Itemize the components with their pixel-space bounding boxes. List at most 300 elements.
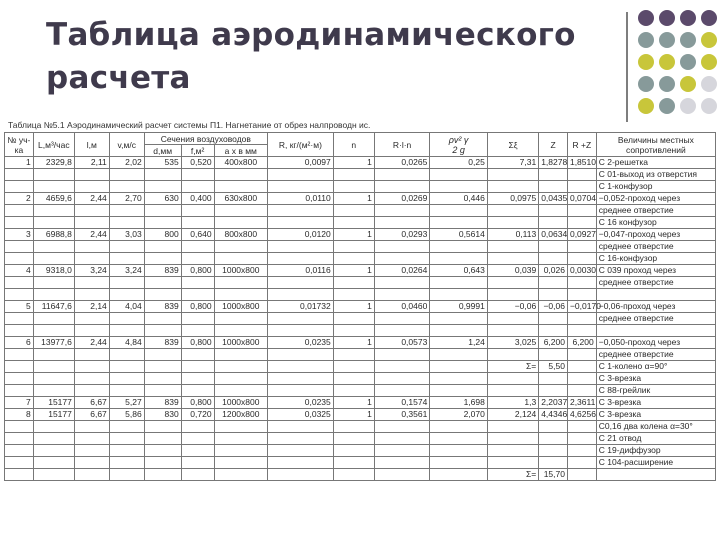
table-cell: [5, 385, 34, 397]
table-cell: [268, 361, 334, 373]
table-cell: [333, 445, 374, 457]
table-cell: [567, 421, 596, 433]
decorative-dot: [701, 54, 717, 70]
decorative-dot: [680, 54, 696, 70]
header-z: Z: [539, 133, 568, 157]
table-cell: [374, 349, 429, 361]
table-cell: 4,84: [109, 337, 144, 349]
table-cell: [144, 457, 181, 469]
table-cell: 8: [5, 409, 34, 421]
header-airflow: L,м³/час: [33, 133, 74, 157]
table-cell: [74, 373, 109, 385]
decorative-dot: [680, 10, 696, 26]
table-cell: [374, 217, 429, 229]
table-cell: [74, 421, 109, 433]
table-cell: 0,0293: [374, 229, 429, 241]
table-row: [5, 469, 716, 481]
decorative-dot: [701, 10, 717, 26]
table-cell: 3,025: [487, 337, 538, 349]
table-cell: 6,67: [74, 409, 109, 421]
table-row: [5, 337, 716, 349]
table-cell: [430, 469, 488, 481]
table-row: [5, 217, 716, 229]
table-cell: [214, 205, 267, 217]
table-cell: 2,44: [74, 337, 109, 349]
table-cell: [374, 289, 429, 301]
table-cell: [5, 289, 34, 301]
table-cell: [109, 433, 144, 445]
table-cell: [214, 277, 267, 289]
table-cell: [567, 361, 596, 373]
table-cell: 1,698: [430, 397, 488, 409]
table-cell: [5, 313, 34, 325]
table-cell: [214, 253, 267, 265]
table-cell: 830: [144, 409, 181, 421]
table-cell: [430, 373, 488, 385]
table-cell: [333, 373, 374, 385]
table-cell: 0,0110: [268, 193, 334, 205]
table-cell: [74, 349, 109, 361]
resistance-note-cell: С 104-расширение: [596, 457, 715, 469]
table-row: [5, 241, 716, 253]
table-cell: 6988,8: [33, 229, 74, 241]
table-cell: 1: [333, 397, 374, 409]
table-cell: [539, 373, 568, 385]
table-cell: 13977,6: [33, 337, 74, 349]
table-cell: 1,8510: [567, 157, 596, 169]
table-cell: [268, 469, 334, 481]
resistance-note-cell: С 2-решетка: [596, 157, 715, 169]
slide-title: [46, 14, 606, 100]
table-cell: [333, 433, 374, 445]
table-cell: 839: [144, 397, 181, 409]
table-cell: [144, 217, 181, 229]
table-cell: 839: [144, 265, 181, 277]
table-cell: [333, 289, 374, 301]
table-cell: [33, 349, 74, 361]
table-cell: [487, 289, 538, 301]
table-cell: [374, 469, 429, 481]
table-cell: 4,4346: [539, 409, 568, 421]
table-cell: [74, 289, 109, 301]
table-cell: [487, 181, 538, 193]
table-cell: [74, 325, 109, 337]
table-cell: [374, 205, 429, 217]
table-cell: 15,70: [539, 469, 568, 481]
table-cell: [430, 181, 488, 193]
table-cell: [181, 445, 214, 457]
table-cell: [539, 289, 568, 301]
table-cell: 1000x800: [214, 301, 267, 313]
table-cell: 839: [144, 337, 181, 349]
table-cell: 0,0975: [487, 193, 538, 205]
table-cell: 1000x800: [214, 265, 267, 277]
table-cell: 0,0704: [567, 193, 596, 205]
table-cell: 3,03: [109, 229, 144, 241]
header-local-resistances: Величины местных сопротивлений: [596, 133, 715, 157]
decorative-divider-line: [626, 12, 628, 122]
table-cell: [144, 277, 181, 289]
table-cell: 1,24: [430, 337, 488, 349]
decorative-dot: [701, 32, 717, 48]
table-cell: 1: [333, 409, 374, 421]
table-cell: 0,640: [181, 229, 214, 241]
table-cell: [567, 253, 596, 265]
resistance-note-cell: С 039 проход через: [596, 265, 715, 277]
decorative-dot: [659, 98, 675, 114]
table-cell: [333, 421, 374, 433]
table-cell: [5, 433, 34, 445]
table-cell: [74, 433, 109, 445]
table-cell: [214, 289, 267, 301]
table-cell: [144, 241, 181, 253]
table-row: [5, 253, 716, 265]
table-cell: 839: [144, 301, 181, 313]
table-cell: [268, 349, 334, 361]
table-cell: [74, 313, 109, 325]
table-cell: [109, 421, 144, 433]
table-cell: [539, 181, 568, 193]
resistance-note-cell: среднее отверстие: [596, 241, 715, 253]
table-cell: [430, 205, 488, 217]
table-row: [5, 325, 716, 337]
table-cell: [430, 421, 488, 433]
table-cell: [181, 373, 214, 385]
table-cell: [5, 241, 34, 253]
table-cell: −0,06: [539, 301, 568, 313]
table-cell: [214, 433, 267, 445]
table-cell: [5, 205, 34, 217]
table-cell: 0,0097: [268, 157, 334, 169]
table-cell: [374, 241, 429, 253]
table-cell: −0,0170: [567, 301, 596, 313]
table-row: [5, 433, 716, 445]
table-cell: [109, 181, 144, 193]
table-cell: 0,0235: [268, 397, 334, 409]
table-cell: [109, 169, 144, 181]
table-cell: [181, 433, 214, 445]
table-cell: [374, 169, 429, 181]
table-cell: [214, 421, 267, 433]
table-cell: 5,50: [539, 361, 568, 373]
table-cell: [181, 289, 214, 301]
table-cell: 0,113: [487, 229, 538, 241]
table-cell: Σ=: [487, 469, 538, 481]
table-cell: 535: [144, 157, 181, 169]
table-cell: [74, 181, 109, 193]
table-cell: [181, 325, 214, 337]
table-cell: [268, 313, 334, 325]
table-cell: [487, 349, 538, 361]
table-cell: [74, 241, 109, 253]
table-cell: 0,01732: [268, 301, 334, 313]
table-cell: 0,800: [181, 397, 214, 409]
table-cell: [214, 457, 267, 469]
table-cell: 9318,0: [33, 265, 74, 277]
resistance-note-cell: [596, 289, 715, 301]
table-cell: [567, 277, 596, 289]
table-cell: 800: [144, 229, 181, 241]
slide-title-line2: расчета: [46, 60, 191, 96]
table-cell: [539, 205, 568, 217]
table-cell: 3,24: [74, 265, 109, 277]
resistance-note-cell: −0,052-проход через: [596, 193, 715, 205]
table-cell: [5, 325, 34, 337]
resistance-note-cell: С 1-конфузор: [596, 181, 715, 193]
table-cell: [33, 445, 74, 457]
table-cell: [430, 349, 488, 361]
header-r-plus-z: R +Z: [567, 133, 596, 157]
table-cell: −0,06: [487, 301, 538, 313]
table-cell: [487, 373, 538, 385]
table-cell: 2,2037: [539, 397, 568, 409]
table-cell: [33, 361, 74, 373]
decorative-dot: [659, 54, 675, 70]
table-cell: 4659,6: [33, 193, 74, 205]
table-cell: Σ=: [487, 361, 538, 373]
table-cell: [74, 205, 109, 217]
table-cell: [33, 277, 74, 289]
table-cell: [333, 217, 374, 229]
table-cell: 0,800: [181, 301, 214, 313]
table-cell: [487, 217, 538, 229]
table-cell: 1: [333, 337, 374, 349]
table-cell: [181, 205, 214, 217]
table-row: [5, 289, 716, 301]
table-cell: 0,800: [181, 337, 214, 349]
table-cell: [214, 373, 267, 385]
table-cell: [181, 169, 214, 181]
table-cell: 0,800: [181, 265, 214, 277]
table-cell: [5, 349, 34, 361]
table-cell: [567, 433, 596, 445]
dynamic-pressure-numerator: ρv² γ: [448, 134, 469, 145]
table-cell: 0,039: [487, 265, 538, 277]
table-cell: 1,3: [487, 397, 538, 409]
table-cell: [374, 445, 429, 457]
decorative-dot: [659, 32, 675, 48]
table-caption: Таблица №5.1 Аэродинамический расчет системы П1. Нагнетание от обрез налпроводн ис.: [8, 120, 371, 130]
table-cell: [268, 457, 334, 469]
decorative-dot: [638, 32, 654, 48]
table-cell: [181, 457, 214, 469]
table-cell: 0,0120: [268, 229, 334, 241]
table-cell: [214, 313, 267, 325]
resistance-note-cell: среднее отверстие: [596, 205, 715, 217]
table-cell: [333, 361, 374, 373]
resistance-note-cell: среднее отверстие: [596, 277, 715, 289]
table-cell: [333, 169, 374, 181]
table-cell: [109, 205, 144, 217]
table-cell: [214, 169, 267, 181]
table-cell: [109, 385, 144, 397]
table-cell: [74, 469, 109, 481]
decorative-dot: [638, 98, 654, 114]
table-row: [5, 373, 716, 385]
table-cell: [214, 361, 267, 373]
table-cell: 4,6256: [567, 409, 596, 421]
table-cell: [109, 445, 144, 457]
table-cell: [33, 457, 74, 469]
table-cell: [374, 361, 429, 373]
table-cell: [268, 289, 334, 301]
table-cell: [333, 277, 374, 289]
resistance-note-cell: С 19-диффузор: [596, 445, 715, 457]
table-cell: [33, 433, 74, 445]
dynamic-pressure-denominator: 2 g: [452, 144, 465, 155]
table-cell: [268, 181, 334, 193]
table-cell: [567, 349, 596, 361]
table-cell: [268, 421, 334, 433]
table-cell: 1: [333, 193, 374, 205]
table-cell: [539, 277, 568, 289]
table-cell: 2329,8: [33, 157, 74, 169]
table-cell: 2,14: [74, 301, 109, 313]
table-cell: 0,3561: [374, 409, 429, 421]
table-row: [5, 205, 716, 217]
table-cell: [374, 457, 429, 469]
table-cell: [374, 385, 429, 397]
table-cell: [268, 277, 334, 289]
table-cell: 800x800: [214, 229, 267, 241]
resistance-note-cell: С 3-врезка: [596, 397, 715, 409]
decorative-dot: [701, 98, 717, 114]
table-cell: [33, 313, 74, 325]
table-cell: 0,446: [430, 193, 488, 205]
resistance-note-cell: среднее отверстие: [596, 349, 715, 361]
decorative-dot: [680, 32, 696, 48]
table-cell: [268, 217, 334, 229]
table-cell: [109, 373, 144, 385]
table-cell: [430, 457, 488, 469]
table-row: [5, 445, 716, 457]
table-cell: [74, 253, 109, 265]
table-cell: [374, 313, 429, 325]
table-cell: [144, 169, 181, 181]
table-cell: [268, 253, 334, 265]
table-row: [5, 421, 716, 433]
table-cell: 0,0269: [374, 193, 429, 205]
table-cell: [430, 277, 488, 289]
table-cell: [567, 445, 596, 457]
header-dynamic-pressure: [430, 133, 488, 157]
table-cell: [430, 325, 488, 337]
table-cell: 3: [5, 229, 34, 241]
table-cell: 1000x800: [214, 337, 267, 349]
table-cell: [109, 217, 144, 229]
table-cell: [144, 361, 181, 373]
header-friction: R, кг/(м²·м): [268, 133, 334, 157]
table-cell: 4,04: [109, 301, 144, 313]
table-cell: 0,5614: [430, 229, 488, 241]
table-cell: [567, 325, 596, 337]
table-cell: [144, 433, 181, 445]
header-rln: R·l·n: [374, 133, 429, 157]
table-cell: [539, 217, 568, 229]
table-cell: 5,86: [109, 409, 144, 421]
table-cell: [74, 385, 109, 397]
table-cell: [567, 313, 596, 325]
table-cell: [430, 253, 488, 265]
decorative-dot: [638, 54, 654, 70]
decorative-dot: [659, 10, 675, 26]
table-cell: [374, 373, 429, 385]
table-cell: 2,3611: [567, 397, 596, 409]
table-row: [5, 385, 716, 397]
table-cell: [487, 313, 538, 325]
table-row: [5, 301, 716, 313]
table-cell: [33, 325, 74, 337]
table-cell: [333, 313, 374, 325]
table-cell: 11647,6: [33, 301, 74, 313]
table-cell: [33, 217, 74, 229]
table-cell: [333, 385, 374, 397]
table-cell: [181, 313, 214, 325]
header-n: n: [333, 133, 374, 157]
table-cell: [487, 445, 538, 457]
table-cell: [144, 469, 181, 481]
table-cell: [181, 253, 214, 265]
table-cell: [487, 253, 538, 265]
table-cell: [487, 241, 538, 253]
table-cell: [268, 445, 334, 457]
table-cell: [430, 385, 488, 397]
table-cell: 1: [333, 157, 374, 169]
table-cell: [567, 373, 596, 385]
table-cell: [487, 421, 538, 433]
table-cell: 630: [144, 193, 181, 205]
table-cell: [144, 349, 181, 361]
table-cell: [333, 469, 374, 481]
table-cell: [181, 361, 214, 373]
table-cell: [268, 325, 334, 337]
table-cell: 5: [5, 301, 34, 313]
table-row: [5, 361, 716, 373]
table-cell: [74, 361, 109, 373]
table-cell: 0,643: [430, 265, 488, 277]
table-cell: [539, 385, 568, 397]
table-cell: [539, 421, 568, 433]
table-cell: [181, 349, 214, 361]
table-cell: [144, 253, 181, 265]
table-cell: [181, 241, 214, 253]
table-cell: 0,0264: [374, 265, 429, 277]
table-cell: 1: [333, 229, 374, 241]
table-cell: [539, 313, 568, 325]
table-cell: [109, 361, 144, 373]
table-cell: 3,24: [109, 265, 144, 277]
table-cell: [539, 445, 568, 457]
table-cell: 0,1574: [374, 397, 429, 409]
table-cell: 0,9991: [430, 301, 488, 313]
table-cell: 0,0265: [374, 157, 429, 169]
table-cell: 400x800: [214, 157, 267, 169]
table-cell: [74, 217, 109, 229]
table-cell: [33, 421, 74, 433]
table-cell: [5, 373, 34, 385]
table-cell: [5, 469, 34, 481]
table-cell: [539, 241, 568, 253]
table-cell: 1200x800: [214, 409, 267, 421]
table-cell: 15177: [33, 409, 74, 421]
table-cell: [374, 253, 429, 265]
table-cell: [567, 469, 596, 481]
table-row: [5, 409, 716, 421]
table-cell: [214, 217, 267, 229]
table-cell: [333, 205, 374, 217]
table-cell: [181, 217, 214, 229]
table-cell: [33, 385, 74, 397]
